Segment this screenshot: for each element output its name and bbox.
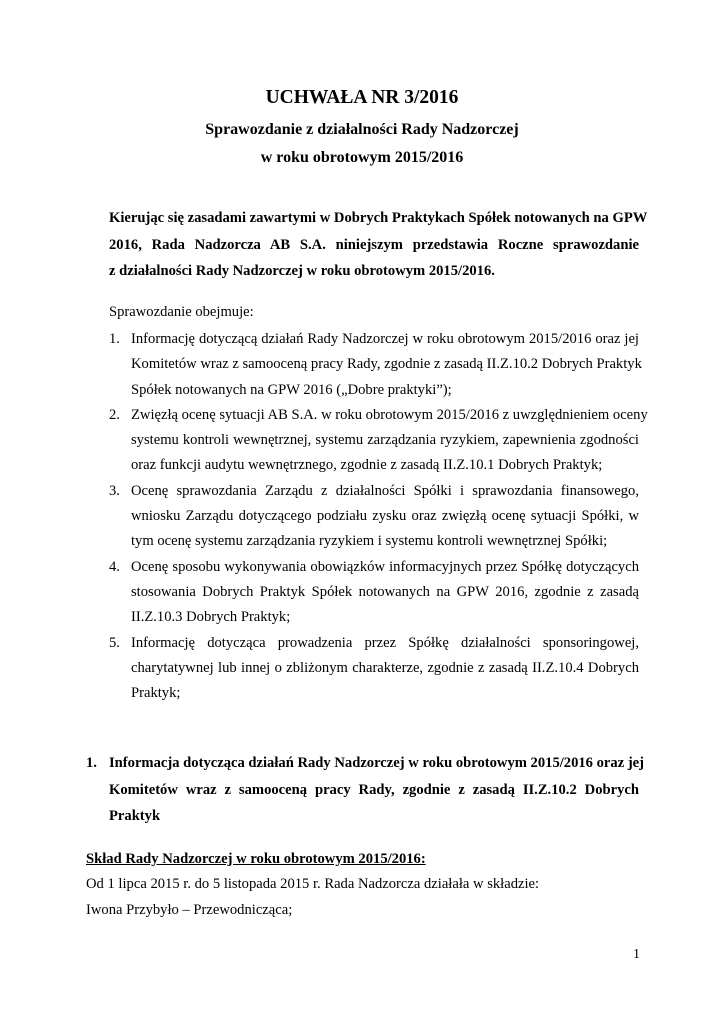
list-item-number: 5. bbox=[109, 634, 120, 651]
document-title: UCHWAŁA NR 3/2016 bbox=[265, 87, 459, 108]
list-item-line: oraz funkcji audytu wewnętrznego, zgodnie z zasadą II.Z.10.1 Dobrych Praktyk; bbox=[131, 457, 603, 474]
intro-paragraph bbox=[109, 205, 648, 285]
list-item-line: Komitetów wraz z samooceną pracy Rady, zgodnie z zasadą II.Z.10.2 Dobrych Praktyk bbox=[131, 356, 642, 373]
covers-label: Sprawozdanie obejmuje: bbox=[109, 304, 254, 320]
list-item-number: 3. bbox=[109, 482, 120, 499]
list-item-line: Zwięzłą ocenę sytuacji AB S.A. w roku obrotowym 2015/2016 z uwzględnieniem oceny bbox=[131, 406, 648, 423]
composition-heading: Skład Rady Nadzorczej w roku obrotowym 2015/2016: bbox=[86, 851, 426, 867]
intro-line: 2016, Rada Nadzorcza AB S.A. niniejszym przedstawia Roczne sprawozdanie bbox=[109, 236, 639, 253]
list-item-line: stosowania Dobrych Praktyk Spółek notowanych na GPW 2016, zgodnie z zasadą bbox=[131, 583, 639, 600]
list-item-number: 1. bbox=[109, 331, 120, 347]
section-number: 1. bbox=[86, 755, 97, 771]
list-item bbox=[109, 479, 639, 555]
list-item bbox=[109, 631, 639, 707]
list-item-number: 4. bbox=[109, 558, 120, 575]
member-entry: Iwona Przybyło – Przewodnicząca; bbox=[86, 902, 293, 918]
list-item-line: charytatywnej lub innej o zbliżonym charakterze, zgodnie z zasadą II.Z.10.4 Dobrych bbox=[131, 659, 639, 676]
intro-line: z działalności Rady Nadzorczej w roku obrotowym 2015/2016. bbox=[109, 263, 495, 279]
section-heading-line: Informacja dotycząca działań Rady Nadzorczej w roku obrotowym 2015/2016 oraz jej bbox=[109, 755, 645, 771]
list-item-line: Praktyk; bbox=[131, 685, 181, 702]
list-item-line: Informację dotyczącą działań Rady Nadzorczej w roku obrotowym 2015/2016 oraz jej bbox=[131, 331, 639, 347]
list-item-line: Ocenę sprawozdania Zarządu z działalności Spółki i sprawozdania finansowego, bbox=[131, 482, 639, 499]
list-item-line: systemu kontroli wewnętrznej, systemu zarządzania ryzykiem, zapewnienia zgodności bbox=[131, 432, 639, 449]
section-heading-line: Komitetów wraz z samooceną pracy Rady, zgodnie z zasadą II.Z.10.2 Dobrych bbox=[109, 781, 639, 798]
document-subtitle-line2: w roku obrotowym 2015/2016 bbox=[260, 149, 464, 166]
page-number: 1 bbox=[633, 947, 640, 962]
composition-paragraph: Od 1 lipca 2015 r. do 5 listopada 2015 r. Rada Nadzorcza działała w składzie: bbox=[86, 876, 540, 892]
list-item-line: tym ocenę systemu zarządzania ryzykiem i systemu kontroli wewnętrznej Spółki; bbox=[131, 533, 608, 550]
section-heading-line: Praktyk bbox=[109, 808, 161, 824]
list-item bbox=[109, 403, 648, 479]
section-heading-1 bbox=[86, 750, 645, 830]
document-subtitle-line1: Sprawozdanie z działalności Rady Nadzorczej bbox=[205, 121, 519, 138]
list-item-line: wniosku Zarządu dotyczącego podziału zysku oraz zwięzłą ocenę sytuacji Spółki, w bbox=[131, 508, 639, 525]
list-item bbox=[109, 327, 642, 403]
list-item-line: Informację dotycząca prowadzenia przez Spółkę działalności sponsoringowej, bbox=[131, 634, 639, 651]
list-item-number: 2. bbox=[109, 406, 120, 423]
intro-line: Kierując się zasadami zawartymi w Dobrych Praktykach Spółek notowanych na GPW bbox=[109, 210, 648, 226]
list-item bbox=[109, 555, 639, 631]
list-item-line: Ocenę sposobu wykonywania obowiązków informacyjnych przez Spółkę dotyczących bbox=[131, 558, 639, 575]
list-item-line: II.Z.10.3 Dobrych Praktyk; bbox=[131, 609, 291, 626]
contents-list bbox=[109, 327, 648, 706]
list-item-line: Spółek notowanych na GPW 2016 („Dobre praktyki”); bbox=[131, 381, 452, 398]
